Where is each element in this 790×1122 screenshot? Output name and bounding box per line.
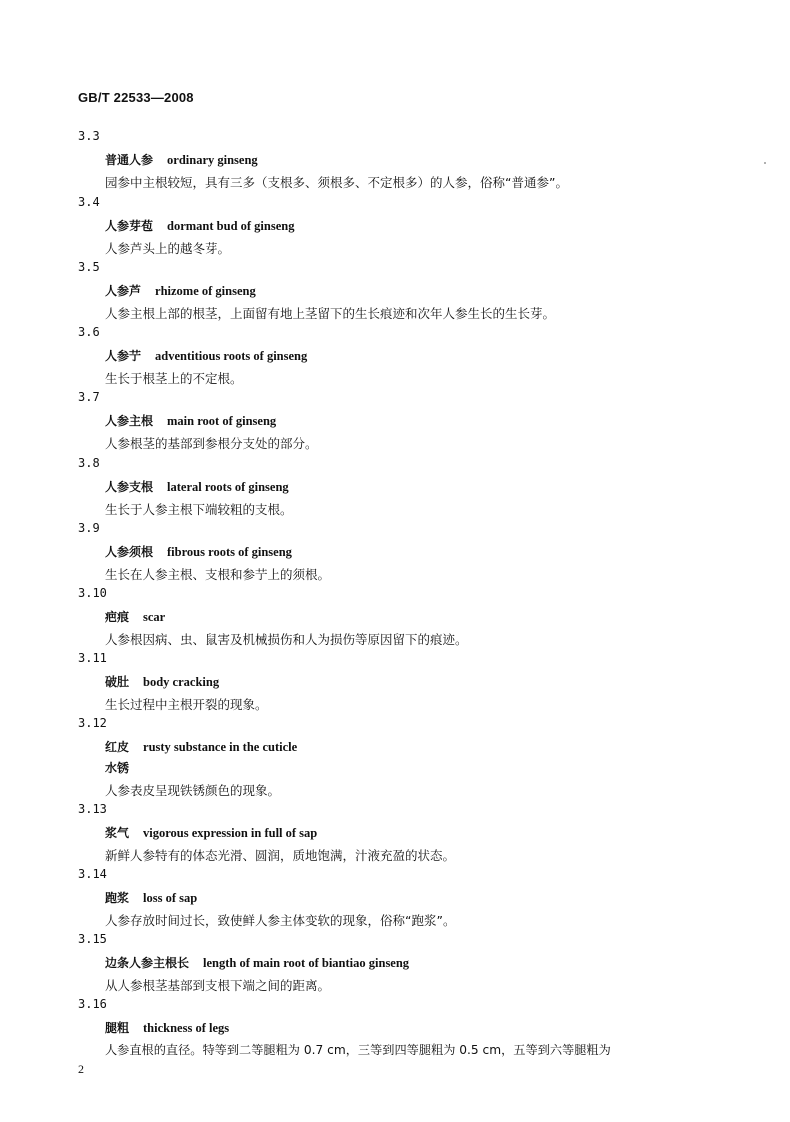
term-zh: 边条人参主根长 bbox=[105, 956, 190, 970]
entry-term bbox=[105, 151, 258, 168]
entry-term bbox=[105, 543, 292, 560]
term-zh: 红皮 bbox=[105, 740, 130, 754]
term-zh: 破肚 bbox=[105, 675, 130, 689]
entry-term bbox=[105, 347, 307, 364]
entry-definition: 生长在人参主根、支根和参艼上的须根。 bbox=[105, 567, 331, 582]
entry-term bbox=[105, 738, 297, 755]
entry-term bbox=[105, 1019, 229, 1036]
entry-term bbox=[105, 282, 256, 299]
term-en: vigorous expression in full of sap bbox=[143, 826, 318, 840]
entry-definition: 人参根茎的基部到参根分支处的部分。 bbox=[105, 436, 318, 451]
entry-number: 3.6 bbox=[78, 325, 100, 339]
term-en: adventitious roots of ginseng bbox=[155, 349, 308, 363]
term-en: dormant bud of ginseng bbox=[167, 219, 295, 233]
entry-number: 3.5 bbox=[78, 260, 100, 274]
term-en: lateral roots of ginseng bbox=[167, 480, 289, 494]
entry-definition: 新鲜人参特有的体态光滑、圆润，质地饱满，汁液充盈的状态。 bbox=[105, 848, 456, 863]
entry-term bbox=[105, 478, 289, 495]
standard-code: GB/T 22533—2008 bbox=[78, 90, 194, 105]
term-zh: 人参芦 bbox=[105, 284, 142, 298]
entry-definition: 人参表皮呈现铁锈颜色的现象。 bbox=[105, 783, 281, 798]
entry-number: 3.4 bbox=[78, 195, 100, 209]
entry-definition: 人参主根上部的根茎，上面留有地上茎留下的生长痕迹和次年人参生长的生长芽。 bbox=[105, 306, 556, 321]
entry-number: 3.3 bbox=[78, 129, 100, 143]
entry-term bbox=[105, 608, 165, 625]
term-zh: 人参主根 bbox=[105, 414, 154, 428]
entry-definition: 生长过程中主根开裂的现象。 bbox=[105, 697, 268, 712]
term-zh: 人参支根 bbox=[105, 480, 154, 494]
entry-number: 3.15 bbox=[78, 932, 107, 946]
term-en: rusty substance in the cuticle bbox=[143, 740, 298, 754]
term-en: length of main root of biantiao ginseng bbox=[203, 956, 410, 970]
term-zh: 疤痕 bbox=[105, 610, 130, 624]
entry-term bbox=[105, 824, 317, 841]
term-zh: 人参须根 bbox=[105, 545, 154, 559]
term-en: loss of sap bbox=[143, 891, 198, 905]
entry-definition: 生长于根茎上的不定根。 bbox=[105, 371, 243, 386]
term-en: main root of ginseng bbox=[167, 414, 277, 428]
entry-number: 3.8 bbox=[78, 456, 100, 470]
entry-definition: 人参芦头上的越冬芽。 bbox=[105, 241, 231, 256]
entry-definition: 从人参根茎基部到支根下端之间的距离。 bbox=[105, 978, 331, 993]
entry-term bbox=[105, 673, 219, 690]
entry-definition: 人参根因病、虫、鼠害及机械损伤和人为损伤等原因留下的痕迹。 bbox=[105, 632, 468, 647]
entry-definition: 园参中主根较短，具有三多（支根多、须根多、不定根多）的人参，俗称“普通参”。 bbox=[105, 175, 568, 190]
entry-number: 3.10 bbox=[78, 586, 107, 600]
term-zh: 跑浆 bbox=[105, 891, 130, 905]
entry-definition: 生长于人参主根下端较粗的支根。 bbox=[105, 502, 293, 517]
entry-number: 3.9 bbox=[78, 521, 100, 535]
entry-number: 3.12 bbox=[78, 716, 107, 730]
entry-term bbox=[105, 217, 294, 234]
term-alias: 水锈 bbox=[105, 761, 130, 775]
entry-number: 3.13 bbox=[78, 802, 107, 816]
term-en: thickness of legs bbox=[143, 1021, 230, 1035]
term-en: fibrous roots of ginseng bbox=[167, 545, 292, 559]
entry-definition: 人参存放时间过长，致使鲜人参主体变软的现象，俗称“跑浆”。 bbox=[105, 913, 456, 928]
term-zh: 浆气 bbox=[105, 826, 130, 840]
entry-number: 3.11 bbox=[78, 651, 107, 665]
entry-number: 3.16 bbox=[78, 997, 107, 1011]
term-en: scar bbox=[143, 610, 166, 624]
page-number: 2 bbox=[78, 1062, 84, 1076]
term-en: body cracking bbox=[143, 675, 220, 689]
entry-definition: 人参直根的直径。特等到二等腿粗为 0.7 cm，三等到四等腿粗为 0.5 cm，五等到六等腿粗为 bbox=[105, 1043, 611, 1057]
term-zh: 人参芽苞 bbox=[105, 219, 154, 233]
speck bbox=[764, 162, 766, 164]
term-zh: 腿粗 bbox=[105, 1021, 130, 1035]
term-en: ordinary ginseng bbox=[167, 153, 258, 167]
term-zh: 人参艼 bbox=[105, 349, 142, 363]
entry-term bbox=[105, 889, 197, 906]
entry-number: 3.7 bbox=[78, 390, 100, 404]
term-zh: 普通人参 bbox=[105, 153, 154, 167]
entry-number: 3.14 bbox=[78, 867, 107, 881]
entry-term bbox=[105, 412, 276, 429]
term-en: rhizome of ginseng bbox=[155, 284, 256, 298]
entry-term bbox=[105, 954, 409, 971]
